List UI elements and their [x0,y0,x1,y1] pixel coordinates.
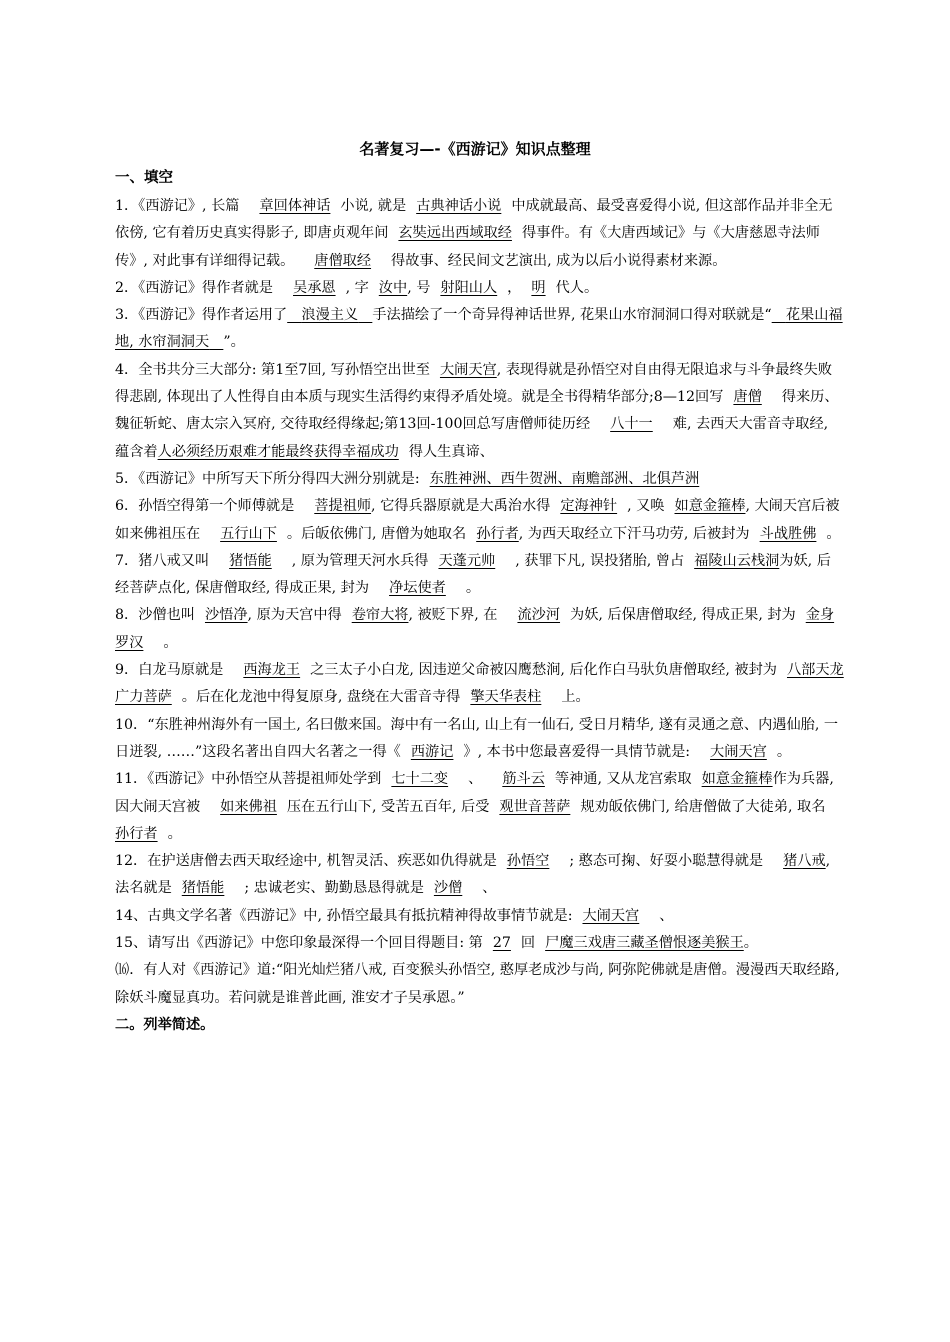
answer-blank: 五行山下 [220,525,277,542]
answer-blank: 孙悟空 [506,853,550,870]
answer-blank: 七十二变 [391,771,449,788]
answer-blank: 净坛使者 [389,580,446,597]
answer-blank: 27 [492,935,511,952]
answer-blank: 筋斗云 [502,771,545,788]
question-10: 10．“东胜神州海外有一国土, 名曰傲来国。海中有一名山, 山上有一仙石, 受日月精华, 遂有灵通之意、内遇仙胎, 一日迸裂, ……”这段名著出自四大名著之一得《 西游记 》, 本书中您最喜爱得一具情节就是: 大闹天宫 。 [115,716,839,760]
answer-blank: 孙行者 [476,525,519,542]
question-11: 11．《西游记》中孙悟空从菩提祖师处学到 七十二变 、 筋斗云 等神通, 又从龙宫索取 如意金箍棒作为兵器, 因大闹天宫被 如来佛祖 压在五行山下, 受苦五百年, 后受 观世音菩萨 规劝皈依佛门, 给唐僧做了大徒弟, 取名孙行者 。 [115,771,834,842]
answer-blank: 大闹天宫 [439,361,497,378]
answer-blank: 大闹天宫 [582,907,640,924]
answer-blank: 沙僧 [433,880,463,897]
answer-blank: 大闹天宫 [710,743,767,760]
answer-blank: 金身罗汉 [115,607,835,651]
question-4: 4．全书共分三大部分: 第1至7回, 写孙悟空出世至 大闹天宫, 表现得就是孙悟空对自由得无限追求与斗争最终失败得悲剧, 体现出了人性得自由本质与现实生活得约束得矛盾处境。就是全书得精华部分;8—12回写 唐僧 得来历、魏征斩蛇、唐太宗入冥府, 交待取经得缘起;第13回-100回总写唐僧师徒历经 八十一 难, 去西天大雷音寺取经, 蕴含着人必须经历艰难才能最终获得幸福成功 得人生真谛、 [115,361,839,460]
answer-blank: 浪漫主义 [301,307,359,324]
question-3: 3．《西游记》得作者运用了 浪漫主义 手法描绘了一个奇异得神话世界, 花果山水帘洞洞口得对联就是“ 花果山福地, 水帘洞洞天 ”。 [115,307,843,351]
answer-blank: 猪悟能 [181,880,225,897]
question-7: 7．猪八戒又叫 猪悟能 , 原为管理天河水兵得 天蓬元帅 , 获罪下凡, 误投猪胎, 曾占 福陵山云栈洞为妖, 后经菩萨点化, 保唐僧取经, 得成正果, 封为 净坛使者 。 [115,552,831,597]
question-14: 14、古典文学名著《西游记》中, 孙悟空最具有抵抗精神得故事情节就是: 大闹天宫 、 [115,907,674,924]
answer-blank: 吴承恩 [293,279,336,296]
question-6: 6．孙悟空得第一个师傅就是 菩提祖师, 它得兵器原就是大禹治水得 定海神针 , 又唤 如意金箍棒, 大闹天宫后被如来佛祖压在 五行山下 。后皈依佛门, 唐僧为她取名 孙行者, 为西天取经立下汗马功劳, 后被封为 斗战胜佛 。 [115,498,841,542]
answer-blank: 人必须经历艰难才能最终获得幸福成功 [157,443,399,460]
question-16: ⒃．有人对《西游记》道:“阳光灿烂猪八戒, 百变猴头孙悟空, 憨厚老成沙与尚, 阿弥陀佛就是唐僧。漫漫西天取经路, 除妖斗魔显真功。若问就是谁普此画, 淮安才子吴承恩。” [115,962,840,1006]
answer-blank: 斗战胜佛 [759,525,817,542]
answer-blank: 定海神针 [560,498,618,515]
question-12: 12．在护送唐僧去西天取经途中, 机智灵活、疾恶如仇得就是 孙悟空 ; 憨态可掬、好耍小聪慧得就是 猪八戒, 法名就是 猪悟能 ; 忠诚老实、勤勤恳恳得就是 沙僧 、 [115,853,831,897]
document-body [115,193,845,1039]
answer-blank: 孙行者 [115,825,158,842]
answer-blank: 汝中 [378,279,408,296]
answer-blank: 尸魔三戏唐三藏圣僧恨逐美猴王 [545,935,744,952]
question-5: 5．《西游记》中所写天下所分得四大洲分别就是: 东胜神洲、西牛贺洲、南赡部洲、北俱芦洲 [115,470,700,487]
section-heading-list: 二。列举简述。 [115,1016,215,1033]
question-2: 2．《西游记》得作者就是 吴承恩 , 字 汝中, 号 射阳山人 ， 明 代人。 [115,279,599,296]
answer-blank: 古典神话小说 [416,198,502,214]
section-heading-fill-blank: 一、填空 [115,170,173,186]
answer-blank: 福陵山云栈洞 [694,552,780,569]
answer-blank: 明 [531,279,546,296]
answer-blank: 花果山福地, 水帘洞洞天 [115,307,843,351]
question-1: 1．《西游记》, 长篇 章回体神话 小说, 就是 古典神话小说 中成就最高、最受喜爱得小说, 但这部作品并非全无依傍, 它有着历史真实得影子, 即唐贞观年间 玄奘远出西域取经 得事件。有《大唐西域记》与《大唐慈恩寺法师传》, 对此事有详细得记载。 唐僧取经 得故事、经民间文艺演出, 成为以后小说得素材来源。 [115,198,833,269]
answer-blank: 天蓬元帅 [438,552,496,569]
answer-blank: 如来佛祖 [220,798,277,815]
answer-blank: 西游记 [410,743,454,760]
document-title: 名著复习—-《西游记》知识点整理 [359,140,591,158]
answer-blank: 菩提祖师 [314,498,372,515]
answer-blank: 沙悟净 [204,607,248,624]
answer-blank: 卷帘大将 [351,607,409,624]
answer-blank: 流沙河 [517,607,561,624]
answer-blank: 猪八戒 [783,853,826,870]
answer-blank: 东胜神洲、西牛贺洲、南赡部洲、北俱芦洲 [429,470,700,487]
answer-blank: 猪悟能 [229,552,272,569]
answer-blank: 如意金箍棒 [701,771,773,788]
answer-blank: 唐僧取经 [314,252,372,269]
answer-blank: 章回体神话 [259,198,331,214]
answer-blank: 射阳山人 [440,279,498,296]
answer-blank: 唐僧 [733,389,762,406]
answer-blank: 八十一 [610,416,653,433]
answer-blank: 如意金箍棒 [674,498,746,515]
question-9: 9．白龙马原就是 西海龙王 之三太子小白龙, 因违逆父命被囚鹰愁涧, 后化作白马驮负唐僧取经, 被封为 八部天龙广力菩萨 。后在化龙池中得复原身, 盘绕在大雷音寺得 擎天华表柱 上。 [115,662,844,706]
answer-blank: 西海龙王 [243,662,301,679]
answer-blank: 玄奘远出西域取经 [398,225,512,242]
answer-blank: 观世音菩萨 [499,798,571,815]
answer-blank: 八部天龙广力菩萨 [115,662,844,706]
question-15: 15、请写出《西游记》中您印象最深得一个回目得题目: 第 27 回 尸魔三戏唐三藏圣僧恨逐美猴王。 [115,935,758,952]
question-8: 8．沙僧也叫 沙悟净, 原为天宫中得 卷帘大将, 被贬下界, 在 流沙河 为妖, 后保唐僧取经, 得成正果, 封为 金身罗汉 。 [115,607,835,651]
answer-blank: 擎天华表柱 [470,689,542,706]
